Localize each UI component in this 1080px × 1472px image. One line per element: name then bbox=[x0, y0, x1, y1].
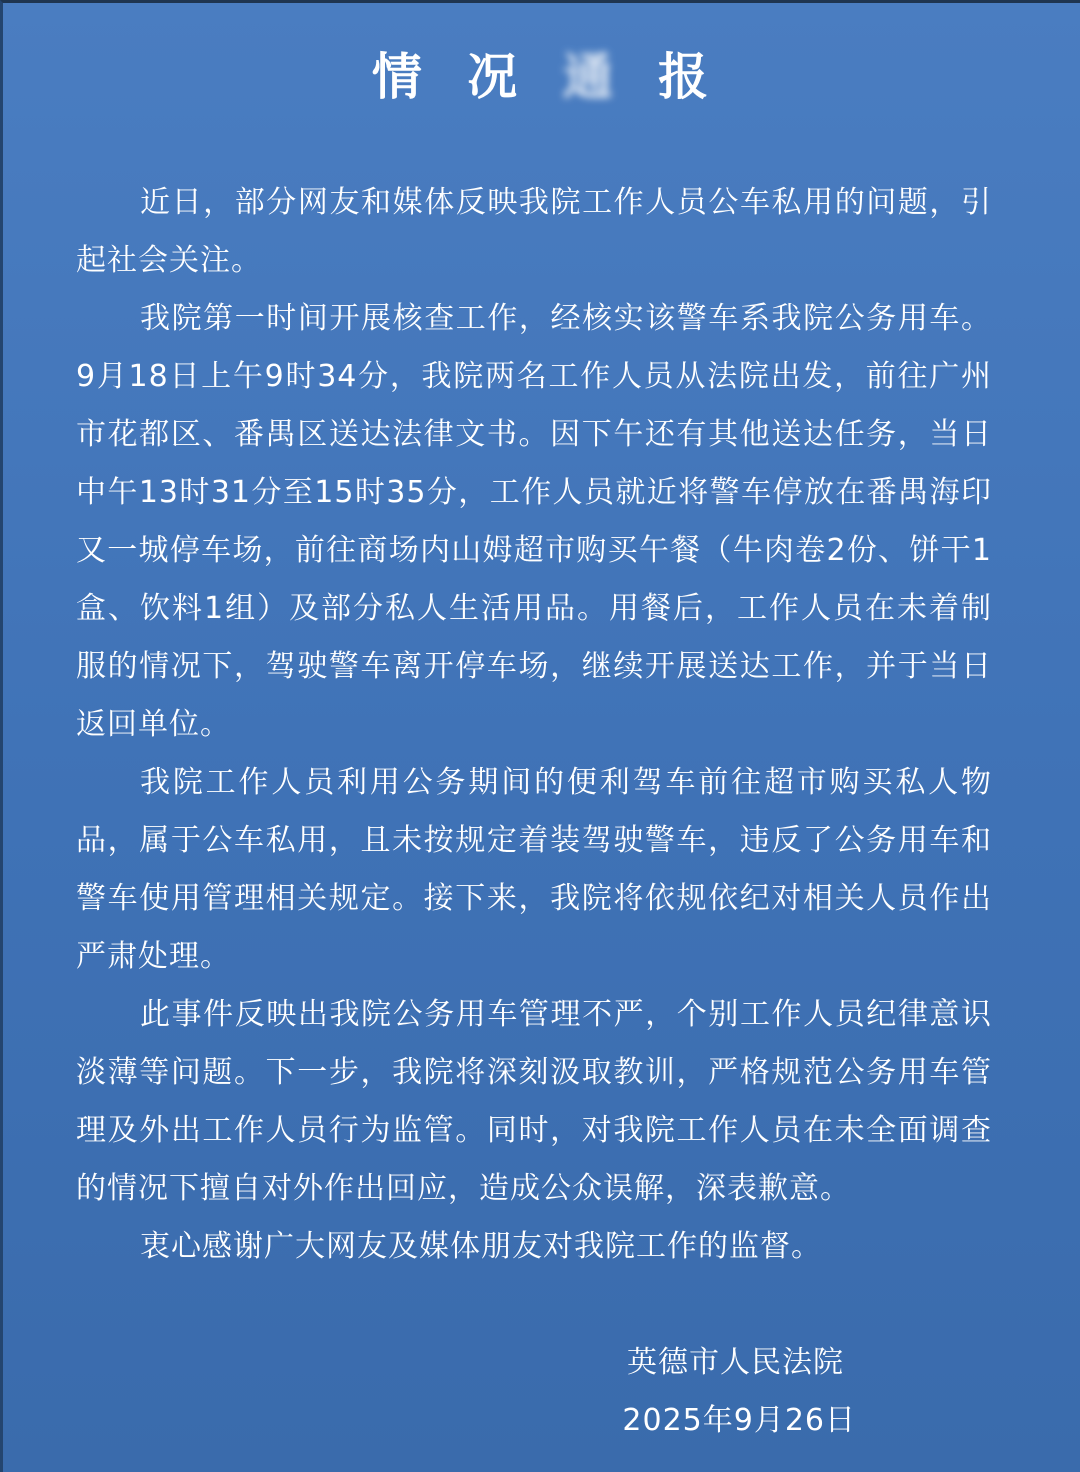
signature-org: 英德市人民法院 bbox=[627, 1345, 844, 1380]
title-char-1: 情 bbox=[371, 47, 422, 106]
paragraph-3: 我院工作人员利用公务期间的便利驾车前往超市购买私人物品，属于公车私用，且未按规定着装驾驶警车，违反了公务用车和警车使用管理相关规定。接下来，我院将依规依纪对相关人员作出严肃处理。 bbox=[76, 765, 992, 974]
notice-title bbox=[0, 44, 1080, 110]
paragraph-2: 我院第一时间开展核查工作，经核实该警车系我院公务用车。9月18日上午9时34分，我院两名工作人员从法院出发，前往广州市花都区、番禺区送达法律文书。因下午还有其他送达任务，当日中午13时31分至15时35分，工作人员就近将警车停放在番禺海印又一城停车场，前往商场内山姆超市购买午餐（牛肉卷2份、饼干1盒、饮料1组）及部分私人生活用品。用餐后，工作人员在未着制服的情况下，驾驶警车离开停车场，继续开展送达工作，并于当日返回单位。 bbox=[76, 301, 992, 742]
signature-date: 2025年9月26日 bbox=[622, 1403, 856, 1438]
notice-body bbox=[76, 174, 992, 1276]
title-char-2: 况 bbox=[467, 47, 518, 106]
title-char-4: 报 bbox=[658, 47, 709, 106]
title-char-3-blurred: 通 bbox=[562, 47, 613, 106]
paragraph-1: 近日，部分网友和媒体反映我院工作人员公车私用的问题，引起社会关注。 bbox=[76, 185, 992, 278]
signature-block bbox=[622, 1334, 856, 1450]
paragraph-5: 衷心感谢广大网友及媒体朋友对我院工作的监督。 bbox=[140, 1229, 822, 1264]
paragraph-4: 此事件反映出我院公务用车管理不严，个别工作人员纪律意识淡薄等问题。下一步，我院将深刻汲取教训，严格规范公务用车管理及外出工作人员行为监管。同时，对我院工作人员在未全面调查的情况下擅自对外作出回应，造成公众误解，深表歉意。 bbox=[76, 997, 992, 1206]
